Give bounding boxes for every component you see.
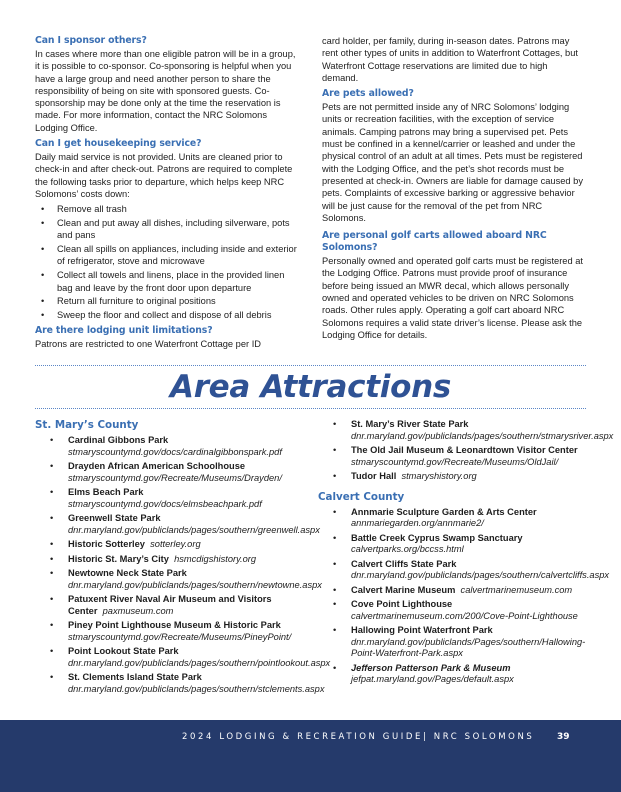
attraction-name: Newtowne Neck State Park [68, 568, 187, 578]
attraction-list-calvert [318, 506, 610, 686]
area-attractions-title: Area Attractions [170, 369, 451, 405]
attraction-url[interactable]: stmaryshistory.org [401, 471, 477, 481]
attraction-url[interactable]: stmaryscountymd.gov/Recreate/Museums/OldJail/ [351, 456, 559, 467]
attraction-list-st-marys-continued [318, 419, 614, 483]
attraction-url[interactable]: calvertparks.org/bccss.html [351, 544, 464, 554]
attraction-url[interactable]: dnr.maryland.gov/publiclands/pages/southern/stclements.aspx [68, 683, 325, 694]
attraction-name: Cove Point Lighthouse [351, 599, 453, 609]
attraction-name: Calvert Marine Museum [351, 584, 456, 595]
attraction-item [318, 625, 588, 660]
paragraph-limitations: Patrons are restricted to one Waterfront Cottage per ID [35, 339, 261, 350]
attraction-name: St. Mary’s River State Park [351, 419, 469, 429]
footer-bar [0, 720, 621, 792]
attraction-url[interactable]: jefpat.maryland.gov/Pages/default.aspx [351, 674, 514, 684]
attraction-url[interactable]: paxmuseum.com [102, 605, 174, 616]
task-list [35, 203, 297, 321]
task-item: • Clean and put away all dishes, including silverware, pots and pans [35, 217, 297, 242]
right-column [322, 35, 584, 341]
attraction-name: Tudor Hall [351, 471, 397, 481]
attraction-item [35, 554, 297, 566]
paragraph-housekeeping: Daily maid service is not provided. Units are cleaned prior to check-in and after check-out. Patrons are required to complete the following tasks prior to departure, which helps keep NRC Solomons’ costs down: [35, 152, 293, 199]
attraction-name: Drayden African American Schoolhouse [68, 461, 246, 471]
attraction-url[interactable]: calvertmarinemuseum.com/200/Cove-Point-Lighthouse [351, 610, 578, 621]
attraction-item [35, 539, 297, 551]
attraction-url[interactable]: dnr.maryland.gov/publiclands/pages/southern/stmarysriver.aspx [351, 430, 614, 441]
attraction-url[interactable]: hsmcdigshistory.org [174, 553, 257, 564]
county-heading-calvert: Calvert County [318, 490, 405, 503]
paragraph-sponsor: In cases where more than one eligible patron will be in a group, it is possible to co-sponsor. Co-sponsoring is helpful when you have a large group and need another person to share the responsibility of being on site with sponsored guests. Co-sponsorship may be done only at the time the reservation is made. For more information, contact the NRC Solomons Lodging Office. [35, 49, 296, 133]
attraction-item [318, 585, 588, 597]
attraction-name: Annmarie Sculpture Garden & Arts Center [351, 506, 537, 517]
task-item: • Sweep the floor and collect and dispose of all debris [35, 309, 297, 321]
heading-sponsor: Can I sponsor others? [35, 35, 147, 46]
paragraph-limitations-continued: card holder, per family, during in-season dates. Patrons may rent other types of units in addition to Waterfront Cottages, but Waterfront Cottage reservations are limited due to high demand. [322, 36, 578, 83]
attraction-item [318, 599, 588, 622]
attraction-name: Historic St. Mary’s City [68, 553, 169, 564]
page-number: 39 [557, 732, 570, 742]
attraction-url[interactable]: annmariegarden.org/annmarie2/ [351, 518, 484, 528]
attraction-item [318, 663, 588, 686]
attraction-name: St. Clements Island State Park [68, 672, 202, 682]
attraction-url[interactable]: stmaryscountymd.gov/Recreate/Museums/Drayden/ [68, 472, 282, 483]
attraction-url[interactable]: calvertmarinemuseum.com [460, 584, 573, 595]
heading-housekeeping: Can I get housekeeping service? [35, 138, 202, 150]
attraction-item [35, 461, 297, 484]
attraction-item [35, 568, 322, 591]
attraction-item [318, 507, 588, 530]
attraction-url[interactable]: stmaryscountymd.gov/Recreate/Museums/PineyPoint/ [68, 631, 292, 642]
attraction-item [35, 620, 297, 643]
heading-pets: Are pets allowed? [322, 88, 414, 100]
attraction-name: Patuxent River Naval Air Museum and Visitors Center [68, 594, 272, 616]
task-item: • Return all furniture to original positions [35, 295, 297, 307]
heading-golf-carts: Are personal golf carts allowed aboard NRC Solomons? [322, 230, 547, 254]
attraction-url[interactable]: dnr.maryland.gov/publiclands/pages/southern/pointlookout.aspx [68, 657, 331, 668]
divider-top [35, 365, 586, 366]
attraction-name: Hallowing Point Waterfront Park [351, 625, 493, 635]
attraction-name: Cardinal Gibbons Park [68, 435, 169, 445]
task-item: • Collect all towels and linens, place in the provided linen bag and leave by the front door upon departure [35, 269, 297, 294]
attraction-item [318, 419, 614, 442]
attraction-name: Jefferson Patterson Park & Museum [351, 662, 511, 673]
left-column [35, 35, 297, 351]
attraction-item [318, 445, 588, 468]
paragraph-golf-carts: Personally owned and operated golf carts must be registered at the Lodging Office. Patrons must provide proof of insurance before being issued an MWR decal, which allows personally owned and operated vehicles to be driven on NRC Solomons roads. Other rules apply. Operating a golf cart aboard NRC Solomons requires a valid state driver’s license. Please ask the Lodging Office for details. [322, 256, 583, 340]
attraction-url[interactable]: stmaryscountymd.gov/docs/cardinalgibbonspark.pdf [68, 446, 282, 457]
divider-bottom [35, 408, 586, 409]
attraction-name: Calvert Cliffs State Park [351, 558, 457, 569]
attractions-right-column [318, 419, 614, 694]
heading-limitations: Are there lodging unit limitations? [35, 325, 213, 337]
attraction-name: Point Lookout State Park [68, 646, 179, 656]
attraction-item [318, 471, 588, 483]
attraction-url[interactable]: sotterley.org [150, 539, 201, 549]
footer-guide-title: 2024 LODGING & RECREATION GUIDE| NRC SOLOMONS [182, 732, 535, 742]
paragraph-pets: Pets are not permitted inside any of NRC Solomons’ lodging units or recreation facilities, with the exception of service animals. Camping patrons may bring a supervised pet. Pets must be confined in a kennel/carrier or leashed and under the physical control of an adult at all times. Pets must be registered with the Lodging Office, and the pet’s shot records must be presented at check-in. Owners are liable for damage caused by pets. Complaints of excessive barking or aggressive behavior will be just cause for the removal of the pet from NRC Solomons. [322, 102, 583, 223]
attraction-url[interactable]: dnr.maryland.gov/publiclands/pages/southern/newtowne.aspx [68, 579, 322, 590]
attraction-item [35, 646, 331, 669]
attraction-item [318, 533, 588, 556]
attraction-item [35, 672, 325, 695]
attraction-name: Elms Beach Park [68, 487, 144, 497]
task-item: • Remove all trash [35, 203, 297, 215]
attraction-name: Historic Sotterley [68, 539, 145, 549]
attraction-name: Greenwell State Park [68, 513, 161, 523]
attraction-item [35, 487, 297, 510]
task-item: • Clean all spills on appliances, including inside and exterior of refrigerator, stove and microwave [35, 243, 297, 268]
county-heading-st-marys: St. Mary’s County [35, 419, 139, 431]
attraction-item [35, 594, 297, 617]
attraction-url[interactable]: dnr.maryland.gov/publiclands/pages/southern/greenwell.aspx [68, 524, 320, 535]
attraction-item [35, 435, 297, 458]
attraction-name: The Old Jail Museum & Leonardtown Visitor Center [351, 445, 578, 455]
attraction-name: Battle Creek Cyprus Swamp Sanctuary [351, 532, 523, 543]
attraction-url[interactable]: dnr.maryland.gov/publiclands/Pages/southern/Hallowing-Point-Waterfront-Park.aspx [351, 636, 586, 658]
attraction-list-st-marys [35, 435, 331, 695]
attraction-name: Piney Point Lighthouse Museum & Historic Park [68, 620, 281, 630]
attraction-url[interactable]: stmaryscountymd.gov/docs/elmsbeachpark.pdf [68, 498, 262, 509]
attraction-url[interactable]: dnr.maryland.gov/publiclands/pages/southern/calvertcliffs.aspx [351, 570, 610, 580]
attraction-item [318, 558, 610, 582]
attractions-left-column [35, 419, 331, 703]
attraction-item [35, 513, 320, 536]
